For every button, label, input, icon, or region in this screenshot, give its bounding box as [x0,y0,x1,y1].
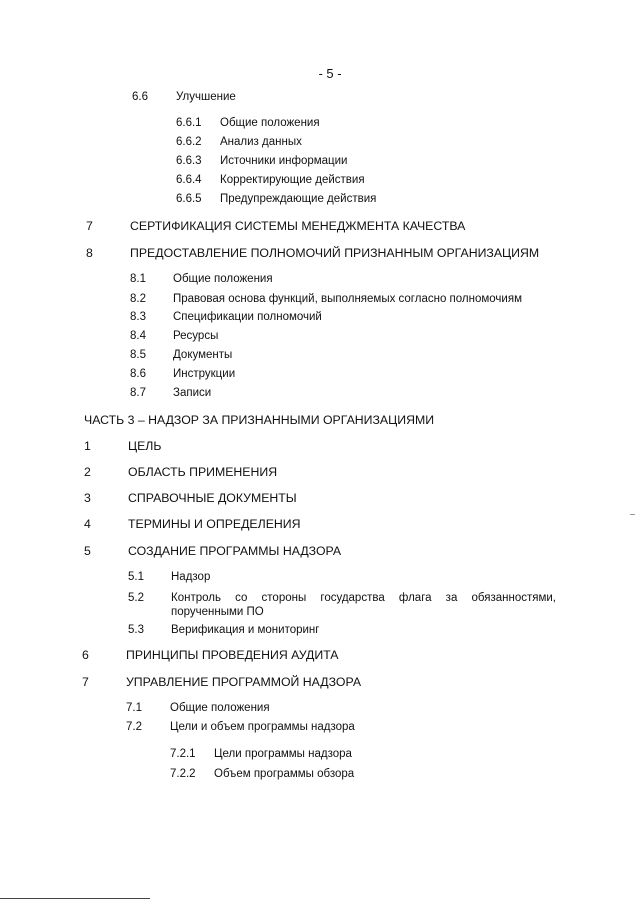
toc-heading-number: 2 [84,465,91,479]
toc-entry [128,591,556,621]
scan-artifact [630,514,635,515]
toc-entry-number: 6.6 [132,91,148,103]
toc-entry-title: Общие положения [173,273,273,285]
footer-divider [0,898,150,899]
toc-heading-number: 1 [84,439,91,453]
toc-heading-title: ТЕРМИНЫ И ОПРЕДЕЛЕНИЯ [128,517,301,531]
toc-entry-number: 8.3 [130,311,146,323]
toc-heading-number: 5 [84,544,91,558]
toc-entry-number: 8.1 [130,273,146,285]
toc-heading-number: 3 [84,491,91,505]
toc-heading-title: СЕРТИФИКАЦИЯ СИСТЕМЫ МЕНЕДЖМЕНТА КАЧЕСТВА [130,219,466,233]
toc-entry-number: 8.4 [130,330,146,342]
toc-entry-number: 7.2.2 [170,768,196,780]
toc-entry-number: 7.2.1 [170,748,196,760]
toc-entry-number: 6.6.3 [176,155,202,167]
part-heading-title: ЧАСТЬ 3 – НАДЗОР ЗА ПРИЗНАННЫМИ ОРГАНИЗАЦИЯМИ [84,413,435,427]
toc-entry-title: Объем программы обзора [214,768,355,780]
toc-entry-title: Надзор [171,571,211,583]
toc-entry-title: Предупреждающие действия [220,193,377,205]
toc-entry-number: 8.6 [130,368,146,380]
toc-entry-title: Верификация и мониторинг [171,624,320,636]
toc-heading-number: 7 [86,219,93,233]
toc-heading-title: ОБЛАСТЬ ПРИМЕНЕНИЯ [128,465,278,479]
toc-entry-number: 8.2 [130,293,146,305]
toc-heading-title: ЦЕЛЬ [128,439,162,453]
toc-entry-title: Анализ данных [220,136,302,148]
toc-heading-title: ПРИНЦИПЫ ПРОВЕДЕНИЯ АУДИТА [126,648,339,662]
toc-entry-number: 5.3 [128,624,144,636]
toc-heading-title: УПРАВЛЕНИЕ ПРОГРАММОЙ НАДЗОРА [126,675,362,689]
toc-heading-number: 8 [86,246,93,260]
toc-entry-number: 5.2 [128,592,144,604]
toc-heading-title: СПРАВОЧНЫЕ ДОКУМЕНТЫ [128,491,297,505]
toc-entry-number: 5.1 [128,571,144,583]
toc-heading-title: СОЗДАНИЕ ПРОГРАММЫ НАДЗОРА [128,544,342,558]
toc-entry-number: 7.1 [126,702,142,714]
toc-entry-title: Контроль со стороны государства флага за обязанностями, порученными ПО [171,592,556,618]
toc-entry-title: Инструкции [173,368,236,380]
toc-entry-title: Цели программы надзора [214,748,352,760]
toc-entry-number: 6.6.2 [176,136,202,148]
toc-entry-number: 6.6.4 [176,174,202,186]
page-number: - 5 - [318,66,342,81]
toc-heading-number: 4 [84,517,91,531]
toc-heading-number: 7 [82,675,89,689]
toc-entry-title: Записи [173,387,212,399]
toc-entry-title: Правовая основа функций, выполняемых согласно полномочиям [173,293,522,305]
toc-entry-title: Улучшение [176,91,236,103]
toc-entry-title: Корректирующие действия [220,174,365,186]
toc-entry-title: Цели и объем программы надзора [170,721,355,733]
toc-heading-number: 6 [82,648,89,662]
toc-entry-title: Спецификации полномочий [173,311,322,323]
toc-entry-number: 8.5 [130,349,146,361]
toc-entry-number: 6.6.1 [176,117,202,129]
toc-entry-title: Общие положения [220,117,320,129]
toc-heading-title: ПРЕДОСТАВЛЕНИЕ ПОЛНОМОЧИЙ ПРИЗНАННЫМ ОРГАНИЗАЦИЯМ [130,246,540,260]
toc-entry-number: 6.6.5 [176,193,202,205]
toc-entry-title: Общие положения [170,702,270,714]
toc-entry-number: 7.2 [126,721,142,733]
toc-entry-title: Документы [173,349,233,361]
toc-entry-title: Ресурсы [173,330,219,342]
toc-entry-number: 8.7 [130,387,146,399]
toc-entry-title: Источники информации [220,155,348,167]
